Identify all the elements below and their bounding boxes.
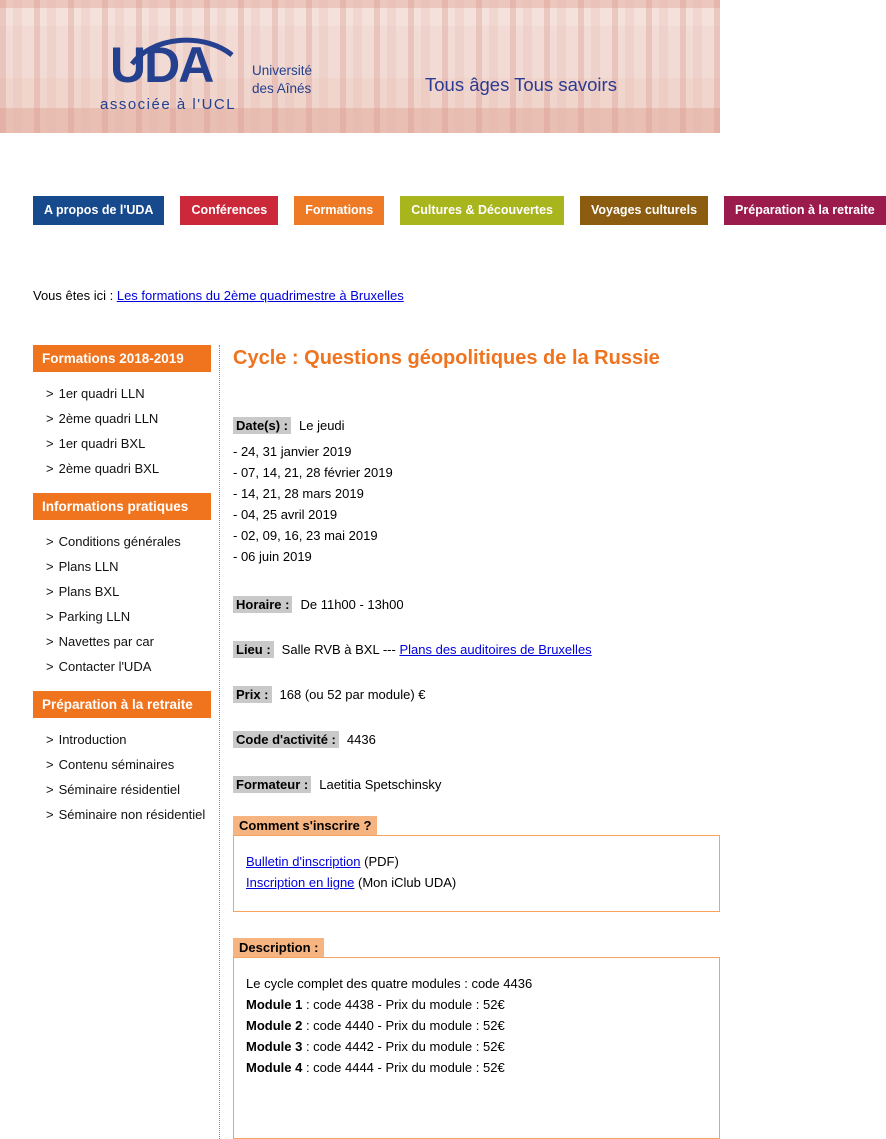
header-tagline: Tous âges Tous savoirs [425, 74, 617, 95]
module-line [246, 1057, 709, 1078]
inscription-en-ligne-link[interactable]: Inscription en ligne [246, 875, 355, 890]
sidebar-item-label: Introduction [58, 732, 127, 747]
sidebar-item-label: Séminaire résidentiel [58, 782, 180, 797]
description-section [233, 938, 720, 1139]
dates-value: Le jeudi [299, 418, 345, 433]
nav-item-a-propos[interactable]: A propos de l'UDA [33, 196, 164, 225]
chevron-bullet-icon: > [46, 659, 54, 674]
sidebar-item-label: 2ème quadri BXL [58, 461, 160, 476]
sidebar-item-plans-lln[interactable] [33, 554, 211, 579]
lieu-plans-link[interactable]: Plans des auditoires de Bruxelles [399, 642, 592, 657]
module-name: Module 4 [246, 1060, 303, 1075]
module-detail: : code 4444 - Prix du module : 52€ [302, 1060, 505, 1075]
chevron-bullet-icon: > [46, 436, 54, 451]
sidebar-section-title: Préparation à la retraite [33, 691, 211, 718]
logo-subtitle-line2: des Aînés [252, 80, 312, 96]
horaire-value: De 11h00 - 13h00 [300, 597, 404, 612]
chevron-bullet-icon: > [46, 807, 54, 822]
main-nav [33, 196, 875, 225]
date-line: - 06 juin 2019 [233, 549, 312, 564]
chevron-bullet-icon: > [46, 609, 54, 624]
prix-label: Prix : [233, 686, 272, 703]
nav-item-preparation[interactable]: Préparation à la retraite [724, 196, 886, 225]
breadcrumb-link[interactable]: Les formations du 2ème quadrimestre à Bruxelles [116, 288, 404, 303]
sidebar-section-title: Informations pratiques [33, 493, 211, 520]
sidebar-item-label: Contacter l'UDA [58, 659, 152, 674]
sidebar-item-navettes[interactable] [33, 629, 211, 654]
sidebar-item-contenu-seminaires[interactable] [33, 752, 211, 777]
chevron-bullet-icon: > [46, 732, 54, 747]
chevron-bullet-icon: > [46, 634, 54, 649]
chevron-bullet-icon: > [46, 386, 54, 401]
prix-value: 168 (ou 52 par module) € [279, 687, 426, 702]
module-name: Module 1 [246, 997, 303, 1012]
bulletin-inscription-suffix: (PDF) [360, 854, 399, 869]
sidebar-section-preparation-retraite [33, 691, 211, 827]
breadcrumb [33, 288, 720, 303]
description-title: Description : [233, 938, 324, 957]
chevron-bullet-icon: > [46, 584, 54, 599]
sidebar-item-contacter[interactable] [33, 654, 211, 679]
breadcrumb-prefix: Vous êtes ici : [33, 288, 114, 303]
date-line: - 02, 09, 16, 23 mai 2019 [233, 528, 378, 543]
chevron-bullet-icon: > [46, 782, 54, 797]
sidebar-item-label: 1er quadri BXL [58, 436, 146, 451]
description-box [233, 957, 720, 1139]
sidebar-item-label: Plans BXL [58, 584, 120, 599]
module-name: Module 2 [246, 1018, 303, 1033]
module-line [246, 994, 709, 1015]
module-detail: : code 4442 - Prix du module : 52€ [302, 1039, 505, 1054]
module-detail: : code 4438 - Prix du module : 52€ [302, 997, 505, 1012]
nav-item-cultures[interactable]: Cultures & Découvertes [400, 196, 564, 225]
module-detail: : code 4440 - Prix du module : 52€ [302, 1018, 505, 1033]
sidebar-item-label: Parking LLN [58, 609, 131, 624]
inscription-en-ligne-suffix: (Mon iClub UDA) [354, 875, 457, 890]
horaire-row [233, 597, 720, 612]
sidebar-item-seminaire-residentiel[interactable] [33, 777, 211, 802]
inscription-link-row [246, 851, 709, 872]
content-area [0, 345, 720, 1139]
sidebar-item-label: 2ème quadri LLN [58, 411, 159, 426]
nav-item-conferences[interactable]: Conférences [180, 196, 278, 225]
module-line [246, 1036, 709, 1057]
sidebar-item-introduction[interactable] [33, 727, 211, 752]
sidebar-item-label: Plans LLN [58, 559, 119, 574]
sidebar-item-plans-bxl[interactable] [33, 579, 211, 604]
prix-row [233, 687, 720, 702]
inscription-box [233, 835, 720, 912]
sidebar-item-2eme-quadri-lln[interactable] [33, 406, 211, 431]
bulletin-inscription-link[interactable]: Bulletin d'inscription [246, 854, 361, 869]
dates-block [233, 418, 720, 567]
inscription-section [233, 816, 720, 912]
uda-logo: UDA [110, 37, 213, 93]
main-content [219, 345, 720, 1139]
logo-subtitle-line1: Université [252, 63, 313, 78]
sidebar-item-conditions[interactable] [33, 529, 211, 554]
formateur-row [233, 777, 720, 792]
sidebar [33, 345, 219, 1139]
module-line [246, 1015, 709, 1036]
sidebar-item-label: 1er quadri LLN [58, 386, 145, 401]
page-title: Cycle : Questions géopolitiques de la Russie [233, 347, 660, 369]
inscription-link-row [246, 872, 709, 893]
dates-label: Date(s) : [233, 417, 291, 434]
sidebar-item-parking-lln[interactable] [33, 604, 211, 629]
sidebar-section-title: Formations 2018-2019 [33, 345, 211, 372]
sidebar-item-label: Conditions générales [58, 534, 181, 549]
formateur-value: Laetitia Spetschinsky [319, 777, 442, 792]
code-activite-label: Code d'activité : [233, 731, 339, 748]
uda-logo-association: associée à l'UCL [100, 96, 237, 113]
sidebar-item-label: Séminaire non résidentiel [58, 807, 206, 822]
sidebar-item-label: Navettes par car [58, 634, 154, 649]
horaire-label: Horaire : [233, 596, 292, 613]
lieu-value: Salle RVB à BXL --- [281, 642, 396, 657]
uda-logo-subtitle [252, 62, 312, 97]
nav-item-formations[interactable]: Formations [294, 196, 384, 225]
inscription-title: Comment s'inscrire ? [233, 816, 377, 835]
formateur-label: Formateur : [233, 776, 311, 793]
sidebar-item-1er-quadri-lln[interactable] [33, 381, 211, 406]
chevron-bullet-icon: > [46, 559, 54, 574]
chevron-bullet-icon: > [46, 461, 54, 476]
code-activite-value: 4436 [346, 732, 376, 747]
module-name: Module 3 [246, 1039, 303, 1054]
chevron-bullet-icon: > [46, 411, 54, 426]
code-activite-row [233, 732, 720, 747]
chevron-bullet-icon: > [46, 757, 54, 772]
nav-item-voyages[interactable]: Voyages culturels [580, 196, 708, 225]
sidebar-item-2eme-quadri-bxl[interactable] [33, 456, 211, 481]
date-line: - 24, 31 janvier 2019 [233, 444, 352, 459]
header-banner [0, 0, 720, 133]
date-line: - 14, 21, 28 mars 2019 [233, 486, 364, 501]
sidebar-section-formations [33, 345, 211, 481]
date-line: - 07, 14, 21, 28 février 2019 [233, 465, 393, 480]
sidebar-item-label: Contenu séminaires [58, 757, 175, 772]
sidebar-section-infos-pratiques [33, 493, 211, 679]
lieu-row [233, 642, 720, 657]
date-line: - 04, 25 avril 2019 [233, 507, 338, 522]
description-intro: Le cycle complet des quatre modules : code 4436 [246, 976, 533, 991]
sidebar-item-seminaire-non-residentiel[interactable] [33, 802, 211, 827]
sidebar-item-1er-quadri-bxl[interactable] [33, 431, 211, 456]
chevron-bullet-icon: > [46, 534, 54, 549]
lieu-label: Lieu : [233, 641, 274, 658]
